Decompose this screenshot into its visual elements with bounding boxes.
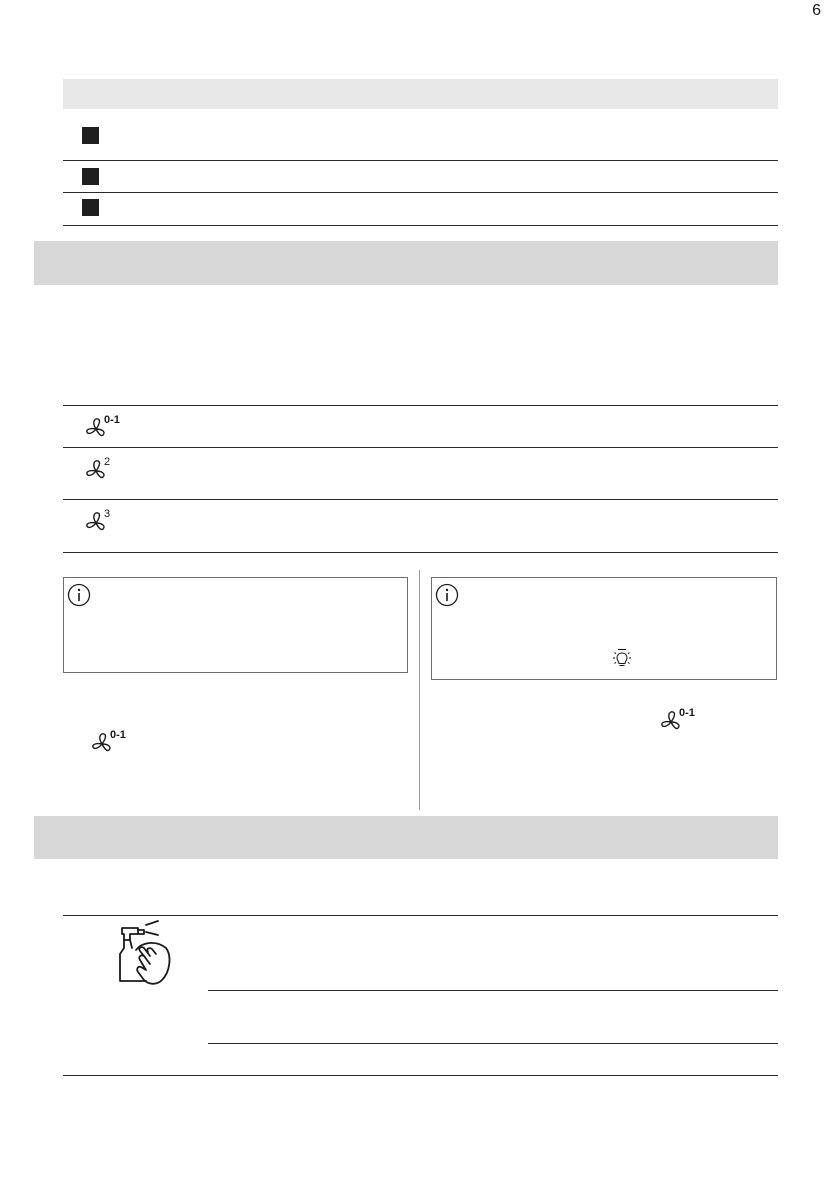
fan-icon [84, 413, 134, 441]
section-heading-band [34, 241, 778, 285]
square-marker-1 [82, 127, 99, 144]
square-marker-2 [82, 168, 99, 185]
fan-icon [90, 728, 140, 756]
fan-speed-label: 0-1 [110, 729, 126, 741]
table-divider [63, 225, 778, 226]
fan-table-bottom-rule [63, 552, 778, 553]
fan-table-divider [63, 447, 778, 448]
column-divider [419, 570, 420, 810]
fan-icon [84, 507, 134, 535]
square-marker-3 [82, 199, 99, 216]
fan-speed-label: 0-1 [104, 414, 120, 426]
section-heading-band [34, 816, 778, 859]
fan-speed-label: 2 [104, 456, 111, 468]
cleaning-table-top-rule [63, 915, 778, 916]
cleaning-table-divider [208, 990, 778, 991]
fan-icon [659, 706, 709, 734]
fan-speed-label: 0-1 [679, 707, 695, 719]
fan-icon [84, 455, 134, 483]
info-box-left [63, 577, 408, 673]
page-number: 6 [812, 2, 821, 19]
table-divider [63, 160, 778, 161]
table-divider [63, 192, 778, 193]
fan-table-top-rule [63, 405, 778, 406]
table-header-band [63, 79, 778, 109]
info-icon [67, 583, 91, 607]
info-box-right [431, 577, 777, 680]
fan-table-divider [63, 499, 778, 500]
spray-and-cloth-icon [110, 920, 174, 992]
cleaning-table-bottom-rule [63, 1075, 778, 1076]
cleaning-table-divider [208, 1043, 778, 1044]
fan-speed-label: 3 [104, 508, 111, 520]
info-icon [435, 583, 459, 607]
light-bulb-icon [612, 648, 632, 670]
